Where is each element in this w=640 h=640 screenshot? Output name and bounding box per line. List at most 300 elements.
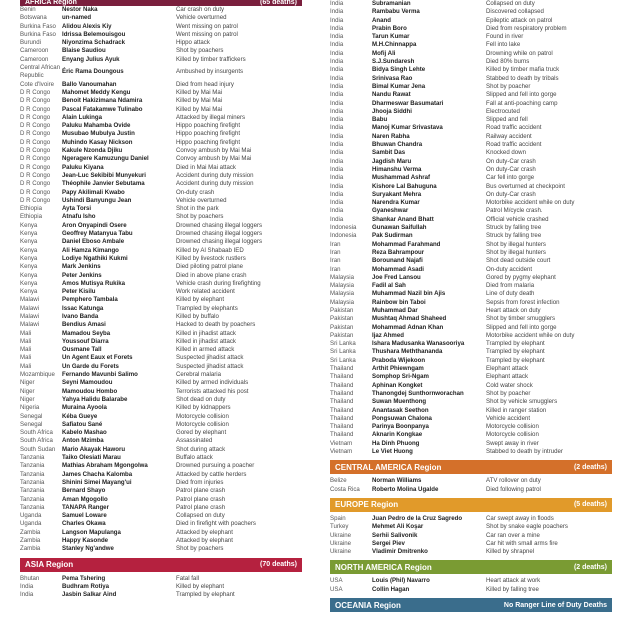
name-cell: Himanshu Verma bbox=[372, 165, 422, 173]
cause-cell: Heart attack at work bbox=[486, 577, 541, 585]
name-cell: Kakule Nzonda Djiku bbox=[62, 147, 123, 155]
cause-cell: Fell into lake bbox=[486, 41, 521, 49]
section-count: (2 deaths) bbox=[573, 463, 607, 471]
list-item bbox=[20, 388, 302, 396]
cause-cell: Car swept away in floods bbox=[486, 514, 554, 522]
name-cell: Mehmet Ali Koşar bbox=[372, 523, 424, 531]
section-count: (5 deaths) bbox=[573, 501, 607, 509]
cause-cell: Killed in ranger station bbox=[486, 406, 547, 414]
country-cell: Iran bbox=[330, 257, 341, 265]
list-item bbox=[330, 191, 612, 199]
list-item bbox=[20, 230, 302, 238]
list-item bbox=[330, 257, 612, 265]
country-cell: Senegal bbox=[20, 420, 43, 428]
list-item bbox=[20, 354, 302, 362]
country-cell: Niger bbox=[20, 395, 35, 403]
country-cell: Vietnam bbox=[330, 439, 353, 447]
list-item bbox=[330, 232, 612, 240]
cause-cell: Fatal fall bbox=[176, 574, 200, 582]
country-cell: Kenya bbox=[20, 230, 38, 238]
europe-list bbox=[330, 515, 612, 556]
name-cell: Mohammad Farahmand bbox=[372, 240, 441, 248]
cause-cell: Car crash on duty bbox=[176, 6, 225, 13]
cause-cell: Found in river bbox=[486, 33, 524, 41]
list-item bbox=[20, 404, 302, 412]
list-item bbox=[330, 365, 612, 373]
country-cell: India bbox=[330, 215, 344, 223]
name-cell: Parinya Boonpanya bbox=[372, 423, 429, 431]
country-cell: Malawi bbox=[20, 312, 39, 320]
cause-cell: Slipped and fell into gorge bbox=[486, 323, 557, 331]
country-cell: Sri Lanka bbox=[330, 348, 356, 356]
country-cell: D R Congo bbox=[20, 113, 51, 121]
cause-cell: Killed by elephant bbox=[176, 296, 225, 304]
cause-cell: Motorcycle collision bbox=[486, 423, 539, 431]
name-cell: Taiko Olesiati Marau bbox=[62, 454, 121, 462]
cause-cell: Car fell into gorge bbox=[486, 174, 535, 182]
name-cell: Arthit Phiewngam bbox=[372, 365, 424, 373]
country-cell: India bbox=[330, 99, 344, 107]
list-item bbox=[330, 91, 612, 99]
name-cell: Un Agent Eaux et Forets bbox=[62, 354, 133, 362]
cause-cell: Road traffic accident bbox=[486, 141, 542, 149]
name-cell: Reza Bahrampour bbox=[372, 248, 425, 256]
section-header-north-america bbox=[330, 560, 612, 574]
country-cell: Mali bbox=[20, 346, 32, 354]
cause-cell: Shot by illegal hunters bbox=[486, 240, 546, 248]
country-cell: D R Congo bbox=[20, 147, 51, 155]
name-cell: Bimal Kumar Jena bbox=[372, 82, 426, 90]
cause-cell: Killed by Mai Mai bbox=[176, 88, 223, 96]
name-cell: Jagdish Maru bbox=[372, 157, 412, 165]
cause-cell: Died from head injury bbox=[176, 80, 234, 88]
cause-cell: Killed by Mai Mai bbox=[176, 97, 223, 105]
country-cell: Burkina Faso bbox=[20, 30, 56, 38]
country-cell: Cote d'Ivoire bbox=[20, 80, 55, 88]
cause-cell: Killed by falling tree bbox=[486, 585, 539, 593]
name-cell: Subramanian bbox=[372, 0, 411, 7]
cause-cell: ATV rollover on duty bbox=[486, 477, 541, 485]
country-cell: Nigeria bbox=[20, 404, 40, 412]
list-item bbox=[330, 332, 612, 340]
cause-cell: Killed by Al Shabaab IED bbox=[176, 246, 244, 254]
name-cell: Mark Jenkins bbox=[62, 263, 101, 271]
name-cell: Musubao Mubulya Justin bbox=[62, 130, 135, 138]
list-item bbox=[330, 158, 612, 166]
name-cell: Thanongdej Sunthornworachan bbox=[372, 389, 464, 397]
list-item bbox=[20, 89, 302, 97]
cause-cell: Fall at anti-poaching camp bbox=[486, 99, 558, 107]
list-item bbox=[330, 216, 612, 224]
country-cell: Tanzania bbox=[20, 503, 45, 511]
cause-cell: Vehicle accident bbox=[486, 414, 531, 422]
cause-cell: Drowned pursuing a poacher bbox=[176, 462, 255, 470]
country-cell: Ethiopia bbox=[20, 213, 43, 221]
country-cell: Kenya bbox=[20, 279, 38, 287]
cause-cell: Terrorists attacked his post bbox=[176, 387, 249, 395]
country-cell: Tanzania bbox=[20, 487, 45, 495]
name-cell: Narendra Kumar bbox=[372, 199, 420, 207]
list-item bbox=[330, 390, 612, 398]
cause-cell: Went missing on patrol bbox=[176, 22, 238, 30]
list-item bbox=[330, 241, 612, 249]
list-item bbox=[20, 429, 302, 437]
cause-cell: Official vehicle crashed bbox=[486, 215, 549, 223]
list-item bbox=[330, 33, 612, 41]
name-cell: Serhii Salivonik bbox=[372, 531, 418, 539]
country-cell: Malawi bbox=[20, 296, 39, 304]
cause-cell: Motorbike accident while on duty bbox=[486, 199, 575, 207]
name-cell: Enyang Julius Ayuk bbox=[62, 55, 120, 63]
list-item bbox=[20, 14, 302, 22]
list-item bbox=[330, 486, 612, 494]
cause-cell: Trampled by elephant bbox=[486, 348, 545, 356]
list-item bbox=[330, 207, 612, 215]
list-item bbox=[330, 100, 612, 108]
list-item bbox=[20, 454, 302, 462]
country-cell: Botswana bbox=[20, 14, 47, 22]
list-item bbox=[330, 141, 612, 149]
name-cell: Mohammad Adnan Khan bbox=[372, 323, 444, 331]
name-cell: Ayta Torsi bbox=[62, 205, 92, 213]
country-cell: Kenya bbox=[20, 221, 38, 229]
list-item bbox=[20, 371, 302, 379]
list-item bbox=[20, 47, 302, 55]
name-cell: Pascal Fatakamwe Tulinabo bbox=[62, 105, 143, 113]
list-item bbox=[330, 515, 612, 523]
list-item bbox=[20, 213, 302, 221]
name-cell: Mushtaq Ahmad Shaheed bbox=[372, 315, 447, 323]
name-cell: Suwan Muenthong bbox=[372, 398, 427, 406]
country-cell: Uganda bbox=[20, 520, 42, 528]
country-cell: India bbox=[330, 82, 344, 90]
name-cell: Joe Fred Lansou bbox=[372, 273, 421, 281]
name-cell: Collin Hagan bbox=[372, 585, 410, 593]
cause-cell: Shot by poacher bbox=[486, 389, 531, 397]
list-item bbox=[330, 577, 612, 585]
country-cell: Tanzania bbox=[20, 454, 45, 462]
name-cell: Muhammad Dar bbox=[372, 306, 418, 314]
section-count: (70 deaths) bbox=[260, 561, 297, 569]
country-cell: D R Congo bbox=[20, 130, 51, 138]
list-item bbox=[330, 398, 612, 406]
list-item bbox=[20, 346, 302, 354]
section-count: (2 deaths) bbox=[573, 563, 607, 571]
cause-cell: Epileptic attack on patrol bbox=[486, 16, 553, 24]
country-cell: D R Congo bbox=[20, 155, 51, 163]
country-cell: Kenya bbox=[20, 271, 38, 279]
section-header-oceania bbox=[330, 598, 612, 612]
list-item bbox=[20, 222, 302, 230]
country-cell: Pakistan bbox=[330, 323, 354, 331]
cause-cell: Sepsis from forest infection bbox=[486, 298, 560, 306]
country-cell: Kenya bbox=[20, 288, 38, 296]
section-header-asia bbox=[20, 558, 302, 572]
list-item bbox=[20, 313, 302, 321]
country-cell: Turkey bbox=[330, 523, 349, 531]
name-cell: Mamoudou Hombo bbox=[62, 387, 118, 395]
cause-cell: Line of duty death bbox=[486, 290, 535, 298]
list-item bbox=[20, 39, 302, 47]
name-cell: Muhindo Kasay Nickson bbox=[62, 138, 133, 146]
north-america-list bbox=[330, 577, 612, 594]
cause-cell: Drowned chasing illegal loggers bbox=[176, 238, 263, 246]
name-cell: Jhoojа Siddhi bbox=[372, 107, 412, 115]
list-item bbox=[20, 462, 302, 470]
country-cell: Iran bbox=[330, 248, 341, 256]
cause-cell: Died following patrol bbox=[486, 485, 541, 493]
cause-cell: Died in above plane crash bbox=[176, 271, 247, 279]
central-america-list bbox=[330, 477, 612, 494]
cause-cell: Shot by poacher bbox=[486, 82, 531, 90]
cause-cell: On-duty accident bbox=[486, 265, 533, 273]
list-item bbox=[330, 108, 612, 116]
name-cell: Praboda Wijekoon bbox=[372, 356, 426, 364]
section-title: CENTRAL AMERICA Region bbox=[335, 462, 442, 472]
country-cell: Pakistan bbox=[330, 315, 354, 323]
country-cell: Indonesia bbox=[330, 232, 357, 240]
name-cell: Suryakant Mehra bbox=[372, 190, 422, 198]
list-item bbox=[20, 97, 302, 105]
name-cell: Manoj Kumar Srivastava bbox=[372, 124, 443, 132]
cause-cell: Died in firefight with poachers bbox=[176, 520, 256, 528]
africa-list bbox=[20, 6, 302, 554]
list-item bbox=[20, 520, 302, 528]
cause-cell: Shot by poachers bbox=[176, 213, 224, 221]
country-cell: Thailand bbox=[330, 389, 354, 397]
list-item bbox=[330, 75, 612, 83]
list-item bbox=[330, 66, 612, 74]
country-cell: South Africa bbox=[20, 437, 53, 445]
list-item bbox=[20, 363, 302, 371]
cause-cell: Shot in the park bbox=[176, 205, 219, 213]
name-cell: Gyaneshwar bbox=[372, 207, 409, 215]
country-cell: India bbox=[330, 199, 344, 207]
list-item bbox=[330, 373, 612, 381]
list-item bbox=[20, 122, 302, 130]
cause-cell: Killed by Mai Mai bbox=[176, 105, 223, 113]
name-cell: Sergei Piev bbox=[372, 539, 405, 547]
list-item bbox=[20, 263, 302, 271]
cause-cell: Patrol plane crash bbox=[176, 495, 226, 503]
list-item bbox=[20, 64, 302, 81]
name-cell: Ballo Vanoumahan bbox=[62, 80, 117, 88]
cause-cell: Drowned chasing illegal loggers bbox=[176, 230, 263, 238]
name-cell: Amos Mutisya Rukika bbox=[62, 279, 125, 287]
cause-cell: Cerebral malaria bbox=[176, 371, 222, 379]
name-cell: Roberto Molina Ugalde bbox=[372, 485, 439, 493]
list-item bbox=[20, 197, 302, 205]
name-cell: M.H.Chinnappa bbox=[372, 41, 417, 49]
cause-cell: Shot by poachers bbox=[176, 545, 224, 553]
cause-cell: Suspected jihadist attack bbox=[176, 362, 244, 370]
name-cell: Bernard Shayo bbox=[62, 487, 106, 495]
list-item bbox=[20, 413, 302, 421]
country-cell: D R Congo bbox=[20, 88, 51, 96]
name-cell: Aman Mgogollo bbox=[62, 495, 108, 503]
name-cell: Daniel Eboso Ambale bbox=[62, 238, 125, 246]
cause-cell: On duty-Car crash bbox=[486, 157, 536, 165]
country-cell: Burkina Faso bbox=[20, 22, 56, 30]
cause-cell: Trampled by elephant bbox=[176, 591, 235, 599]
cause-cell: Convoy ambush by Mai Mai bbox=[176, 155, 252, 163]
name-cell: Théophile Janvier Sebutama bbox=[62, 180, 145, 188]
name-cell: TANAPA Ranger bbox=[62, 503, 109, 511]
cause-cell: Attacked by elephant bbox=[176, 528, 233, 536]
country-cell: Senegal bbox=[20, 412, 43, 420]
country-cell: Cameroon bbox=[20, 55, 49, 63]
list-item bbox=[20, 504, 302, 512]
list-item bbox=[20, 379, 302, 387]
country-cell: Central African Republic bbox=[20, 64, 60, 79]
name-cell: Aron Onyapindi Osere bbox=[62, 221, 127, 229]
section-header-central-america bbox=[330, 460, 612, 474]
list-item bbox=[20, 280, 302, 288]
name-cell: Tarun Kumar bbox=[372, 33, 410, 41]
country-cell: Uganda bbox=[20, 512, 42, 520]
cause-cell: Assassinated bbox=[176, 437, 213, 445]
cause-cell: Shot by snake eagle poachers bbox=[486, 523, 568, 531]
country-cell: Tanzania bbox=[20, 462, 45, 470]
list-item bbox=[330, 340, 612, 348]
list-item bbox=[330, 274, 612, 282]
cause-cell: Killed by livestock rustlers bbox=[176, 254, 246, 262]
country-cell: Thailand bbox=[330, 406, 354, 414]
country-cell: India bbox=[330, 149, 344, 157]
section-note: No Ranger Line of Duty Deaths bbox=[503, 601, 607, 609]
country-cell: Vietnam bbox=[330, 448, 353, 456]
list-item bbox=[330, 282, 612, 290]
country-cell: Spain bbox=[330, 514, 346, 522]
list-item bbox=[330, 199, 612, 207]
name-cell: Atnafu Isho bbox=[62, 213, 96, 221]
country-cell: Niger bbox=[20, 379, 35, 387]
country-cell: Indonesia bbox=[330, 224, 357, 232]
country-cell: Costa Rica bbox=[330, 485, 360, 493]
list-item bbox=[20, 114, 302, 122]
country-cell: India bbox=[330, 165, 344, 173]
name-cell: Bendius Amasi bbox=[62, 321, 106, 329]
cause-cell: Drowning while on patrol bbox=[486, 49, 553, 57]
country-cell: India bbox=[330, 174, 344, 182]
list-item bbox=[330, 183, 612, 191]
cause-cell: Motorbike accident while on duty bbox=[486, 331, 575, 339]
name-cell: Ivano Banda bbox=[62, 312, 99, 320]
list-item bbox=[20, 139, 302, 147]
list-item bbox=[20, 575, 302, 583]
list-item bbox=[20, 189, 302, 197]
list-item bbox=[330, 166, 612, 174]
cause-cell: Attacked by illegal miners bbox=[176, 113, 246, 121]
country-cell: Mali bbox=[20, 337, 32, 345]
name-cell: Budhram Rotiya bbox=[62, 582, 110, 590]
cause-cell: Slipped and fell into gorge bbox=[486, 91, 557, 99]
name-cell: Sambit Das bbox=[372, 149, 406, 157]
country-cell: Kenya bbox=[20, 263, 38, 271]
cause-cell: Stabbed to death by intruder bbox=[486, 448, 563, 456]
country-cell: Sri Lanka bbox=[330, 340, 356, 348]
name-cell: Mahomet Meddy Kengu bbox=[62, 88, 131, 96]
country-cell: Thailand bbox=[330, 365, 354, 373]
name-cell: Éric Rama Doungous bbox=[62, 68, 124, 76]
cause-cell: Died 80% burns bbox=[486, 58, 530, 66]
list-item bbox=[20, 446, 302, 454]
country-cell: India bbox=[20, 582, 34, 590]
country-cell: South Africa bbox=[20, 429, 53, 437]
name-cell: Srinivasa Rao bbox=[372, 74, 413, 82]
cause-cell: Accident during duty mission bbox=[176, 180, 254, 188]
cause-cell: On duty-Car crash bbox=[486, 165, 536, 173]
list-item bbox=[330, 50, 612, 58]
name-cell: Anton Mzimba bbox=[62, 437, 104, 445]
name-cell: Bidya Singh Lehte bbox=[372, 66, 426, 74]
list-item bbox=[330, 382, 612, 390]
list-item bbox=[20, 529, 302, 537]
section-title: NORTH AMERICA Region bbox=[335, 562, 432, 572]
country-cell: Pakistan bbox=[330, 306, 354, 314]
cause-cell: Work related accident bbox=[176, 288, 235, 296]
cause-cell: Attacked by elephant bbox=[176, 537, 233, 544]
name-cell: Samuel Loware bbox=[62, 512, 107, 520]
list-item bbox=[330, 8, 612, 16]
cause-cell: On-duty crash bbox=[176, 188, 215, 196]
name-cell: Youssouf Diarra bbox=[62, 337, 109, 345]
list-item bbox=[330, 415, 612, 423]
name-cell: Shinini Simei Mayang'ui bbox=[62, 478, 132, 486]
name-cell: Langson Mapulanga bbox=[62, 528, 121, 536]
cause-cell: Shot dead on duty bbox=[176, 395, 226, 403]
country-cell: Thailand bbox=[330, 431, 354, 439]
cause-cell: Killed in armed attack bbox=[176, 346, 235, 354]
cause-cell: Killed by buffalo bbox=[176, 312, 219, 320]
name-cell: James Chacha Kalomba bbox=[62, 470, 133, 478]
country-cell: India bbox=[330, 141, 344, 149]
name-cell: un-named bbox=[62, 14, 92, 22]
name-cell: Safiatou Sané bbox=[62, 420, 103, 428]
country-cell: India bbox=[330, 66, 344, 74]
country-cell: D R Congo bbox=[20, 163, 51, 171]
name-cell: Prabin Boro bbox=[372, 24, 407, 32]
cause-cell: Ambushed by insurgents bbox=[176, 68, 244, 76]
list-item bbox=[330, 290, 612, 298]
name-cell: Pongsuwan Chalona bbox=[372, 414, 432, 422]
cause-cell: Trampled by elephants bbox=[176, 304, 238, 312]
cause-cell: Struck by falling tree bbox=[486, 224, 542, 232]
name-cell: Louis (Phil) Navarro bbox=[372, 577, 430, 585]
name-cell: Peter Kisilu bbox=[62, 288, 96, 296]
country-cell: Mozambique bbox=[20, 371, 55, 379]
name-cell: Blaise Saudiou bbox=[62, 47, 106, 55]
list-item bbox=[20, 164, 302, 172]
list-item bbox=[330, 523, 612, 531]
country-cell: D R Congo bbox=[20, 97, 51, 105]
name-cell: Rambabu Verma bbox=[372, 8, 420, 16]
country-cell: India bbox=[330, 49, 344, 57]
list-item bbox=[330, 440, 612, 448]
list-item bbox=[330, 124, 612, 132]
cause-cell: Slipped and fell bbox=[486, 116, 528, 124]
list-item bbox=[330, 58, 612, 66]
country-cell: India bbox=[330, 182, 344, 190]
list-item bbox=[330, 307, 612, 315]
name-cell: Jean-Luc Sekibibi Munyekuri bbox=[62, 171, 146, 179]
cause-cell: Swept away in river bbox=[486, 439, 539, 447]
country-cell: D R Congo bbox=[20, 188, 51, 196]
cause-cell: Shot during attack bbox=[176, 445, 226, 453]
cause-cell: Discovered collapsed bbox=[486, 8, 544, 16]
name-cell: Lodiye Ngathiki Kukmi bbox=[62, 254, 128, 262]
list-item bbox=[20, 512, 302, 520]
